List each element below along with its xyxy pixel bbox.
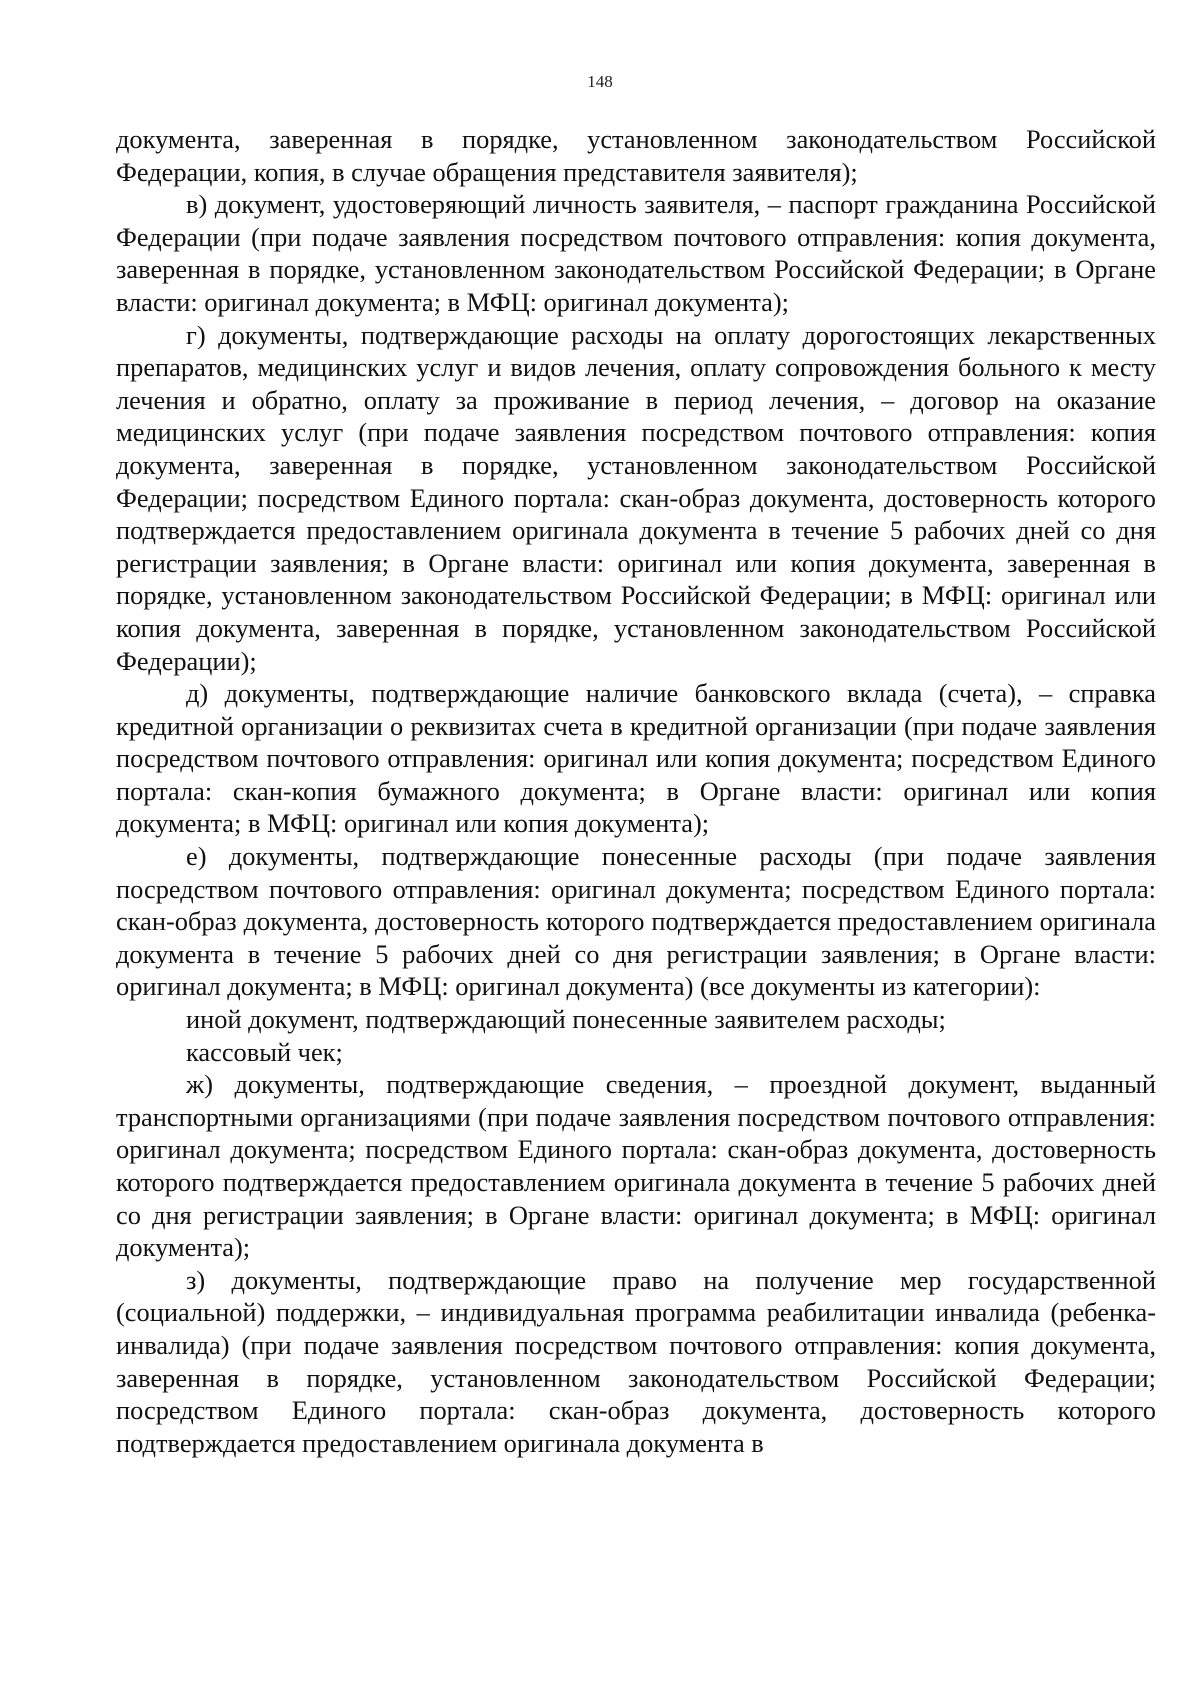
paragraph-item-g: г) документы, подтверждающие расходы на оплату дорогостоящих лекарственных препаратов, медицинских услуг и видов лечения, оплату сопровождения больного к месту лечения и обратно, оплату за проживание в период лечения, – договор на оказание медицинских услуг (при подаче заявления посредством почтового отправления: копия документа, заверенная в порядке, установленном законодательством Российской Федерации; посредством Единого портала: скан-образ документа, достоверность которого подтверждается предоставлением оригинала документа в течение 5 рабочих дней со дня регистрации заявления; в Органе власти: оригинал или копия документа, заверенная в порядке, установленном законодательством Российской Федерации; в МФЦ: оригинал или копия документа, заверенная в порядке, установленном законодательством Российской Федерации); xyxy=(116,319,1156,676)
paragraph-item-e: е) документы, подтверждающие понесенные расходы (при подаче заявления посредством почтового отправления: оригинал документа; посредством Единого портала: скан-образ документа, достоверность которого подтверждается предоставлением оригинала документа в течение 5 рабочих дней со дня регистрации заявления; в Органе власти: оригинал документа; в МФЦ: оригинал документа) (все документы из категории): xyxy=(116,841,1156,1002)
paragraph-subitem-other-document: иной документ, подтверждающий понесенные заявителем расходы; xyxy=(186,1004,946,1035)
paragraph-item-d: д) документы, подтверждающие наличие банковского вклада (счета), – справка кредитной организации о реквизитах счета в кредитной организации (при подаче заявления посредством почтового отправления: оригинал или копия документа; посредством Единого портала: скан-копия бумажного документа; в Органе власти: оригинал или копия документа; в МФЦ: оригинал или копия документа); xyxy=(116,678,1156,839)
page-number: 148 xyxy=(587,72,613,91)
paragraph-subitem-receipt: кассовый чек; xyxy=(186,1036,343,1067)
document-body xyxy=(116,123,1156,1459)
paragraph-continued: документа, заверенная в порядке, установленном законодательством Российской Федерации, копия, в случае обращения представителя заявителя); xyxy=(116,124,1156,187)
paragraph-item-v: в) документ, удостоверяющий личность заявителя, – паспорт гражданина Российской Федерации (при подаче заявления посредством почтового отправления: копия документа, заверенная в порядке, установленном законодательством Российской Федерации; в Органе власти: оригинал документа; в МФЦ: оригинал документа); xyxy=(116,189,1156,317)
paragraph-item-zh: ж) документы, подтверждающие сведения, – проездной документ, выданный транспортными организациями (при подаче заявления посредством почтового отправления: оригинал документа; посредством Единого портала: скан-образ документа, достоверность которого подтверждается предоставлением оригинала документа в течение 5 рабочих дней со дня регистрации заявления; в Органе власти: оригинал документа; в МФЦ: оригинал документа); xyxy=(116,1069,1156,1263)
paragraph-item-z: з) документы, подтверждающие право на получение мер государственной (социальной) поддержки, – индивидуальная программа реабилитации инвалида (ребенка-инвалида) (при подаче заявления посредством почтового отправления: копия документа, заверенная в порядке, установленном законодательством Российской Федерации; посредством Единого портала: скан-образ документа, достоверность которого подтверждается предоставлением оригинала документа в xyxy=(116,1264,1156,1458)
